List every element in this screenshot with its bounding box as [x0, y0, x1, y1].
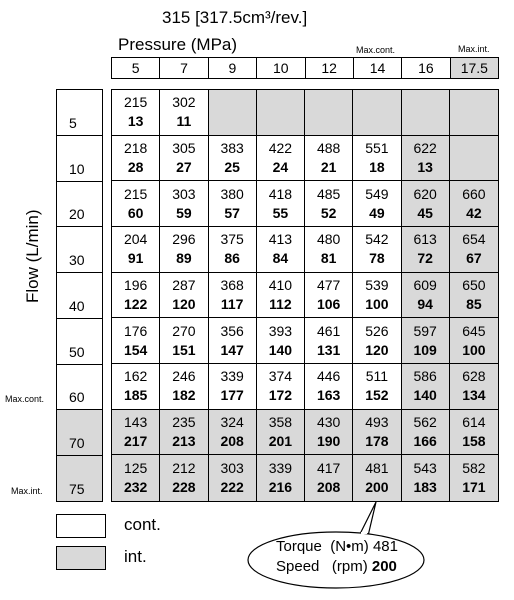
legend-int-label: int. — [124, 547, 147, 566]
flow-value: 40 — [69, 297, 85, 314]
torque-value: 246 — [172, 368, 196, 385]
table-cell — [112, 455, 160, 501]
flow-column — [56, 89, 103, 502]
callout-torque-label: Torque (N•m) — [276, 538, 369, 555]
torque-value: 614 — [462, 413, 486, 430]
torque-value: 356 — [220, 322, 244, 339]
speed-value: 100 — [462, 341, 486, 358]
flow-row-header — [57, 319, 102, 365]
torque-value: 542 — [365, 231, 389, 248]
speed-value: 21 — [320, 158, 337, 175]
torque-value: 485 — [316, 185, 341, 202]
legend-cont-swatch — [56, 514, 106, 538]
pressure-header-row — [111, 57, 499, 79]
flow-value: 20 — [69, 206, 85, 223]
legend-cont-label: cont. — [124, 515, 161, 534]
flow-row-header — [57, 273, 102, 319]
table-cell — [305, 318, 353, 364]
speed-value: 185 — [123, 387, 148, 404]
speed-value: 13 — [417, 158, 433, 175]
legend-int-swatch — [56, 546, 106, 570]
speed-value: 152 — [365, 387, 389, 404]
empty-cell — [402, 90, 450, 136]
flow-axis-label: Flow (L/min) — [23, 209, 42, 303]
torque-value: 586 — [413, 368, 437, 385]
torque-value: 176 — [123, 322, 148, 339]
flow-row-header — [57, 365, 102, 411]
speed-value: 81 — [320, 250, 337, 267]
speed-value: 112 — [269, 295, 292, 312]
torque-value: 551 — [365, 139, 389, 156]
speed-value: 217 — [123, 432, 148, 449]
table-cell — [257, 410, 305, 456]
table-cell — [209, 227, 257, 273]
speed-value: 140 — [268, 341, 293, 358]
torque-value: 526 — [365, 322, 389, 339]
table-cell — [160, 181, 208, 227]
table-cell — [257, 181, 305, 227]
torque-value: 562 — [413, 413, 437, 430]
speed-value: 28 — [127, 158, 144, 175]
flow-value: 70 — [69, 435, 85, 452]
speed-value: 201 — [268, 432, 293, 449]
empty-cell — [305, 90, 353, 136]
torque-value: 380 — [220, 185, 244, 202]
table-cell — [353, 227, 401, 273]
chart-title: 315 [317.5cm³/rev.] — [162, 8, 308, 27]
torque-value: 628 — [462, 368, 486, 385]
speed-value: 163 — [316, 387, 341, 404]
torque-value: 660 — [462, 185, 486, 202]
table-cell — [402, 318, 450, 364]
table-cell — [112, 181, 160, 227]
table-cell — [305, 136, 353, 182]
speed-value: 86 — [224, 250, 240, 267]
table-cell — [402, 273, 450, 319]
table-cell — [353, 273, 401, 319]
torque-value: 287 — [172, 276, 196, 293]
torque-value: 620 — [413, 185, 437, 202]
speed-value: 172 — [268, 387, 293, 404]
pressure-header-cell: 14 — [354, 58, 402, 78]
torque-value: 204 — [123, 231, 148, 248]
pressure-header-cell: 7 — [160, 58, 208, 78]
flow-value: 30 — [69, 252, 85, 269]
speed-value: 117 — [220, 295, 244, 312]
speed-value: 120 — [172, 295, 196, 312]
speed-value: 59 — [176, 204, 192, 221]
speed-value: 13 — [127, 113, 144, 130]
torque-value: 358 — [268, 413, 293, 430]
torque-value: 481 — [365, 460, 389, 477]
speed-value: 84 — [272, 250, 289, 267]
torque-value: 196 — [123, 276, 148, 293]
table-cell — [450, 364, 498, 410]
torque-value: 597 — [413, 322, 437, 339]
torque-value: 212 — [172, 460, 196, 477]
max-cont-pressure-marker: Max.cont. — [356, 45, 396, 55]
flow-value: 75 — [69, 481, 85, 498]
table-cell — [305, 181, 353, 227]
torque-value: 582 — [462, 460, 486, 477]
speed-value: 213 — [172, 432, 196, 449]
table-cell — [160, 273, 208, 319]
table-cell — [305, 364, 353, 410]
speed-value: 222 — [220, 479, 244, 496]
torque-value: 218 — [123, 139, 148, 156]
table-cell — [305, 227, 353, 273]
table-cell — [450, 410, 498, 456]
speed-value: 151 — [172, 341, 196, 358]
speed-value: 228 — [172, 479, 196, 496]
torque-value: 493 — [365, 413, 389, 430]
table-cell — [402, 181, 450, 227]
callout-speed-value: 200 — [371, 558, 397, 575]
table-cell — [305, 273, 353, 319]
max-cont-flow-marker: Max.cont. — [5, 394, 45, 404]
flow-row-header — [57, 410, 102, 456]
speed-value: 94 — [417, 295, 433, 312]
torque-value: 654 — [462, 231, 486, 248]
speed-value: 57 — [224, 204, 240, 221]
torque-value: 622 — [413, 139, 437, 156]
torque-value: 215 — [123, 94, 148, 111]
table-cell — [450, 227, 498, 273]
speed-value: 122 — [123, 295, 148, 312]
flow-row-header — [57, 182, 102, 228]
speed-value: 55 — [272, 204, 289, 221]
table-cell — [112, 364, 160, 410]
speed-value: 24 — [272, 158, 289, 175]
table-cell — [209, 273, 257, 319]
torque-value: 543 — [413, 460, 437, 477]
table-cell — [209, 181, 257, 227]
torque-value: 609 — [413, 276, 437, 293]
table-cell — [209, 136, 257, 182]
torque-value: 650 — [462, 276, 486, 293]
empty-cell — [209, 90, 257, 136]
pressure-header-cell: 9 — [209, 58, 257, 78]
torque-value: 613 — [413, 231, 437, 248]
speed-value: 208 — [220, 432, 244, 449]
table-cell — [160, 410, 208, 456]
torque-value: 417 — [316, 460, 341, 477]
torque-value: 410 — [268, 276, 293, 293]
table-cell — [160, 364, 208, 410]
table-cell — [257, 227, 305, 273]
speed-value: 183 — [413, 479, 437, 496]
table-cell — [160, 455, 208, 501]
speed-value: 200 — [365, 479, 389, 496]
speed-value: 190 — [316, 432, 341, 449]
torque-value: 215 — [123, 185, 148, 202]
max-int-pressure-marker: Max.int. — [458, 44, 490, 54]
torque-value: 488 — [316, 139, 341, 156]
empty-cell — [450, 136, 498, 182]
speed-value: 89 — [176, 250, 192, 267]
speed-value: 100 — [365, 295, 389, 312]
torque-value: 383 — [220, 139, 244, 156]
speed-value: 42 — [466, 204, 482, 221]
torque-value: 477 — [316, 276, 341, 293]
table-cell — [450, 273, 498, 319]
callout-text — [276, 537, 398, 577]
pressure-header-cell: 12 — [306, 58, 354, 78]
table-cell — [257, 136, 305, 182]
torque-value: 302 — [172, 94, 196, 111]
torque-value: 393 — [268, 322, 293, 339]
table-cell — [402, 410, 450, 456]
table-cell — [257, 364, 305, 410]
table-cell — [402, 136, 450, 182]
table-cell — [209, 318, 257, 364]
speed-value: 120 — [365, 341, 389, 358]
torque-value: 549 — [365, 185, 389, 202]
torque-value: 461 — [316, 322, 341, 339]
empty-cell — [257, 90, 305, 136]
speed-value: 67 — [466, 250, 482, 267]
table-cell — [353, 364, 401, 410]
table-cell — [353, 318, 401, 364]
callout-speed-label: Speed (rpm) — [276, 558, 368, 575]
speed-value: 208 — [316, 479, 341, 496]
flow-row-header — [57, 227, 102, 273]
torque-value: 305 — [172, 139, 196, 156]
torque-value: 511 — [365, 368, 389, 385]
table-cell — [209, 364, 257, 410]
table-cell — [160, 136, 208, 182]
pressure-header-cell: 10 — [257, 58, 305, 78]
flow-value: 60 — [69, 389, 85, 406]
torque-value: 143 — [123, 413, 148, 430]
callout-torque-value: 481 — [372, 538, 398, 555]
speed-value: 49 — [369, 204, 385, 221]
speed-value: 182 — [172, 387, 196, 404]
table-cell — [160, 227, 208, 273]
flow-value: 5 — [69, 114, 77, 131]
torque-value: 374 — [268, 368, 293, 385]
torque-value: 125 — [123, 460, 148, 477]
flow-row-header — [57, 456, 102, 501]
torque-value: 645 — [462, 322, 486, 339]
speed-value: 106 — [316, 295, 341, 312]
table-cell — [353, 410, 401, 456]
torque-value: 413 — [268, 231, 293, 248]
table-cell — [112, 410, 160, 456]
torque-value: 480 — [316, 231, 341, 248]
flow-row-header — [57, 136, 102, 182]
table-cell — [353, 181, 401, 227]
speed-value: 78 — [369, 250, 385, 267]
speed-value: 158 — [462, 432, 486, 449]
table-cell — [450, 318, 498, 364]
torque-value: 539 — [365, 276, 389, 293]
torque-value: 446 — [316, 368, 341, 385]
speed-value: 25 — [224, 158, 240, 175]
table-cell — [305, 410, 353, 456]
torque-value: 270 — [172, 322, 196, 339]
torque-value: 339 — [268, 460, 293, 477]
speed-value: 60 — [127, 204, 144, 221]
table-cell — [112, 318, 160, 364]
speed-value: 147 — [220, 341, 244, 358]
table-cell — [112, 136, 160, 182]
table-cell — [112, 90, 160, 136]
torque-value: 422 — [268, 139, 293, 156]
speed-value: 72 — [417, 250, 433, 267]
torque-value: 296 — [172, 231, 196, 248]
speed-value: 27 — [176, 158, 192, 175]
torque-value: 324 — [220, 413, 244, 430]
pressure-axis-label: Pressure (MPa) — [118, 35, 238, 54]
torque-value: 418 — [268, 185, 293, 202]
speed-value: 45 — [417, 204, 433, 221]
speed-value: 177 — [220, 387, 244, 404]
torque-value: 303 — [220, 460, 244, 477]
speed-value: 216 — [268, 479, 293, 496]
speed-value: 178 — [365, 432, 389, 449]
table-cell — [257, 273, 305, 319]
speed-value: 140 — [413, 387, 437, 404]
speed-value: 134 — [462, 387, 486, 404]
performance-table — [111, 89, 499, 502]
speed-value: 52 — [320, 204, 337, 221]
pressure-header-cell: 16 — [402, 58, 450, 78]
speed-value: 85 — [466, 295, 482, 312]
flow-row-header — [57, 90, 102, 136]
max-int-flow-marker: Max.int. — [11, 486, 43, 496]
speed-value: 11 — [176, 113, 192, 130]
speed-value: 154 — [123, 341, 148, 358]
torque-value: 303 — [172, 185, 196, 202]
table-cell — [160, 90, 208, 136]
speed-value: 91 — [127, 250, 144, 267]
table-cell — [450, 181, 498, 227]
torque-value: 162 — [123, 368, 148, 385]
pressure-header-cell: 17.5 — [451, 58, 498, 78]
flow-value: 10 — [69, 160, 85, 177]
table-cell — [450, 455, 498, 501]
table-cell — [112, 227, 160, 273]
speed-value: 131 — [316, 341, 341, 358]
empty-cell — [450, 90, 498, 136]
table-cell — [112, 273, 160, 319]
pressure-header-cell: 5 — [112, 58, 160, 78]
flow-value: 50 — [69, 343, 85, 360]
table-cell — [209, 410, 257, 456]
torque-value: 339 — [220, 368, 244, 385]
speed-value: 166 — [413, 432, 437, 449]
torque-value: 375 — [220, 231, 244, 248]
torque-value: 430 — [316, 413, 341, 430]
table-cell — [257, 318, 305, 364]
torque-value: 368 — [220, 276, 244, 293]
table-cell — [402, 364, 450, 410]
torque-value: 235 — [172, 413, 196, 430]
speed-value: 18 — [369, 158, 385, 175]
speed-value: 232 — [123, 479, 148, 496]
speed-value: 171 — [462, 479, 486, 496]
table-cell — [160, 318, 208, 364]
table-cell — [353, 136, 401, 182]
empty-cell — [353, 90, 401, 136]
table-cell — [402, 227, 450, 273]
speed-value: 109 — [413, 341, 437, 358]
